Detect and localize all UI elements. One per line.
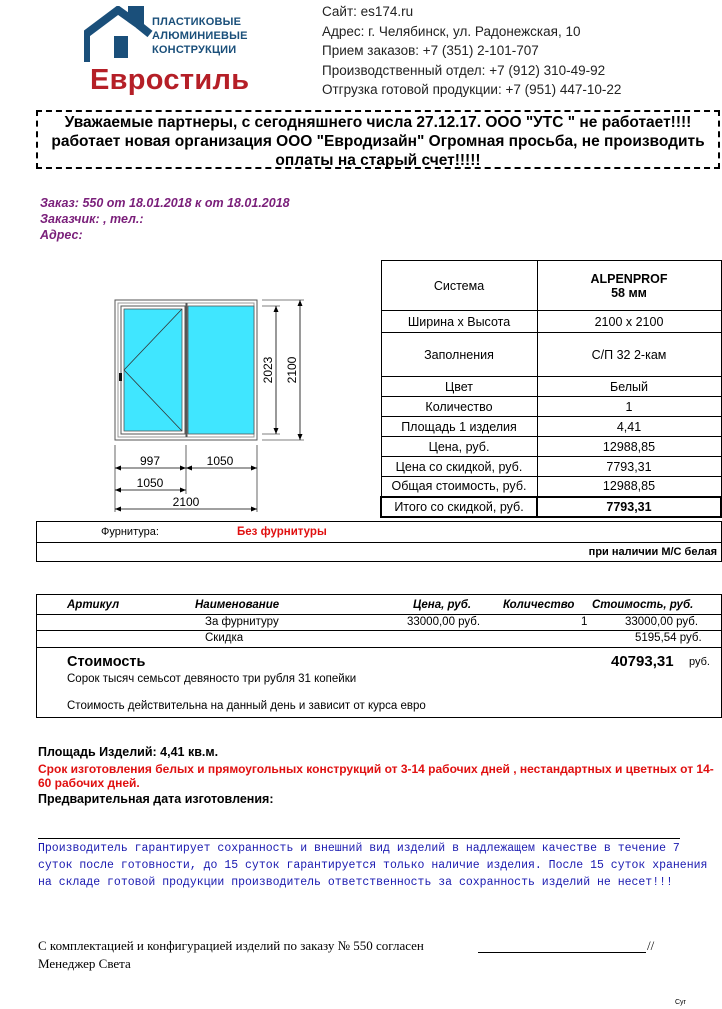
divider (37, 614, 721, 615)
cost-value: 40793,31 (611, 653, 674, 670)
spec-key: Количество (381, 397, 537, 417)
spec-value: С/П 32 2-кам (537, 333, 721, 377)
contact-orders: Прием заказов: +7 (351) 2-101-707 (322, 43, 539, 58)
window-drawing (100, 290, 320, 520)
dim-left: 1050 (136, 476, 164, 490)
order-address: Адрес: (40, 228, 83, 242)
contact-site: Сайт: es174.ru (322, 4, 414, 19)
spec-row (381, 477, 721, 497)
item-name: Скидка (205, 632, 244, 644)
total-area: Площадь Изделий: 4,41 кв.м. (38, 745, 219, 759)
signature-line (478, 952, 646, 953)
spec-row (381, 437, 721, 457)
logo-brand: Евростиль (90, 64, 250, 96)
cost-currency: руб. (689, 656, 710, 668)
cost-words: Сорок тысяч семьсот девяносто три рубля 31 копейки (67, 673, 357, 685)
divider (37, 542, 721, 543)
col-price: Цена, руб. (413, 599, 472, 611)
col-article: Артикул (67, 599, 120, 611)
spec-value: 12988,85 (537, 437, 721, 457)
spec-table (380, 260, 722, 518)
spec-row (381, 333, 721, 377)
right-glass (188, 306, 254, 434)
cost-label: Стоимость (67, 654, 146, 670)
dim-sash-2: 1050 (206, 454, 234, 468)
spec-key: Цена со скидкой, руб. (381, 457, 537, 477)
spec-key: Общая стоимость, руб. (381, 477, 537, 497)
spec-total-row (381, 497, 721, 517)
spec-value: 4,41 (537, 417, 721, 437)
logo-line-2: АЛЮМИНИЕВЫЕ (152, 30, 248, 42)
spec-value: 7793,31 (537, 457, 721, 477)
notice-box (36, 110, 720, 169)
ms-note: при наличии М/С белая (588, 546, 717, 558)
furniture-label: Фурнитура: (101, 526, 159, 538)
notice-line-3: оплаты на старый счет!!!!! (275, 152, 481, 169)
spec-key: Цена, руб. (381, 437, 537, 457)
contact-production: Производственный отдел: +7 (912) 310-49-92 (322, 63, 606, 78)
agreement-end: // (647, 938, 655, 953)
item-qty: 1 (581, 616, 588, 628)
spec-row (381, 311, 721, 333)
preliminary-date: Предварительная дата изготовления: (38, 792, 274, 806)
col-name: Наименование (195, 599, 280, 611)
divider (37, 647, 721, 648)
item-name: За фурнитуру (205, 616, 279, 628)
logo-line-1: ПЛАСТИКОВЫЕ (152, 16, 242, 28)
divider (38, 838, 680, 839)
dim-height-outer: 2100 (285, 356, 299, 384)
handle-icon (119, 373, 122, 381)
logo-line-3: КОНСТРУКЦИИ (152, 44, 237, 56)
spec-value: 7793,31 (537, 497, 721, 517)
dim-height-inner: 2023 (261, 356, 275, 384)
production-deadline: Срок изготовления белых и прямоугольных конструкций от 3-14 рабочих дней , нестандартных и цветных от 14-60 рабочих дней. (38, 762, 714, 790)
dim-total: 2100 (172, 495, 200, 509)
spec-value: 12988,85 (537, 477, 721, 497)
spec-value: ALPENPROF 58 мм (537, 261, 721, 311)
spec-value: 2100 x 2100 (537, 311, 721, 333)
spec-key: Заполнения (381, 333, 537, 377)
spec-row (381, 397, 721, 417)
manager-name: Менеджер Света (38, 956, 131, 971)
signature-mark: Cyr (675, 999, 686, 1006)
contact-address: Адрес: г. Челябинск, ул. Радонежская, 10 (322, 24, 581, 39)
spec-row (381, 417, 721, 437)
spec-key: Система (381, 261, 537, 311)
furniture-value: Без фурнитуры (237, 526, 327, 538)
spec-row (381, 457, 721, 477)
items-table (36, 594, 722, 718)
spec-row (381, 377, 721, 397)
house-logo-icon (84, 6, 154, 66)
order-customer: Заказчик: , тел.: (40, 212, 144, 226)
guarantee-text: Производитель гарантирует сохранность и внешний вид изделий в надлежащем качестве в течение 7 суток после готовности, до 15 суток гарантируется только наличие изделия. После 15 суток хранения на складе готовой продукции производитель ответственность за сохранность изделий не несет!!! (38, 842, 708, 889)
spec-row (381, 261, 721, 311)
spec-key: Итого со скидкой, руб. (381, 497, 537, 517)
cost-note: Стоимость действительна на данный день и зависит от курса евро (67, 700, 426, 712)
furniture-box (36, 521, 722, 562)
spec-key: Цвет (381, 377, 537, 397)
spec-key: Ширина x Высота (381, 311, 537, 333)
spec-key: Площадь 1 изделия (381, 417, 537, 437)
notice-line-2: работает новая организация ООО "Евродизайн" Огромная просьба, не производить (51, 133, 705, 150)
item-price: 33000,00 руб. (407, 616, 481, 628)
order-number: Заказ: 550 от 18.01.2018 к от 18.01.2018 (40, 196, 290, 210)
dim-sash-1: 997 (139, 454, 161, 468)
notice-line-1: Уважаемые партнеры, с сегодняшнего числа 27.12.17. ООО "УТС " не работает!!!! (64, 114, 692, 131)
spec-value: Белый (537, 377, 721, 397)
divider (37, 630, 721, 631)
contact-shipping: Отгрузка готовой продукции: +7 (951) 447-10-22 (322, 82, 622, 97)
item-total: 33000,00 руб. (625, 616, 699, 628)
agreement-text: С комплектацией и конфигурацией изделий по заказу № 550 согласен (38, 938, 424, 953)
item-total: 5195,54 руб. (635, 632, 702, 644)
company-logo (84, 6, 274, 101)
spec-value: 1 (537, 397, 721, 417)
col-total: Стоимость, руб. (592, 599, 694, 611)
left-glass (124, 309, 182, 431)
col-qty: Количество (503, 599, 575, 611)
